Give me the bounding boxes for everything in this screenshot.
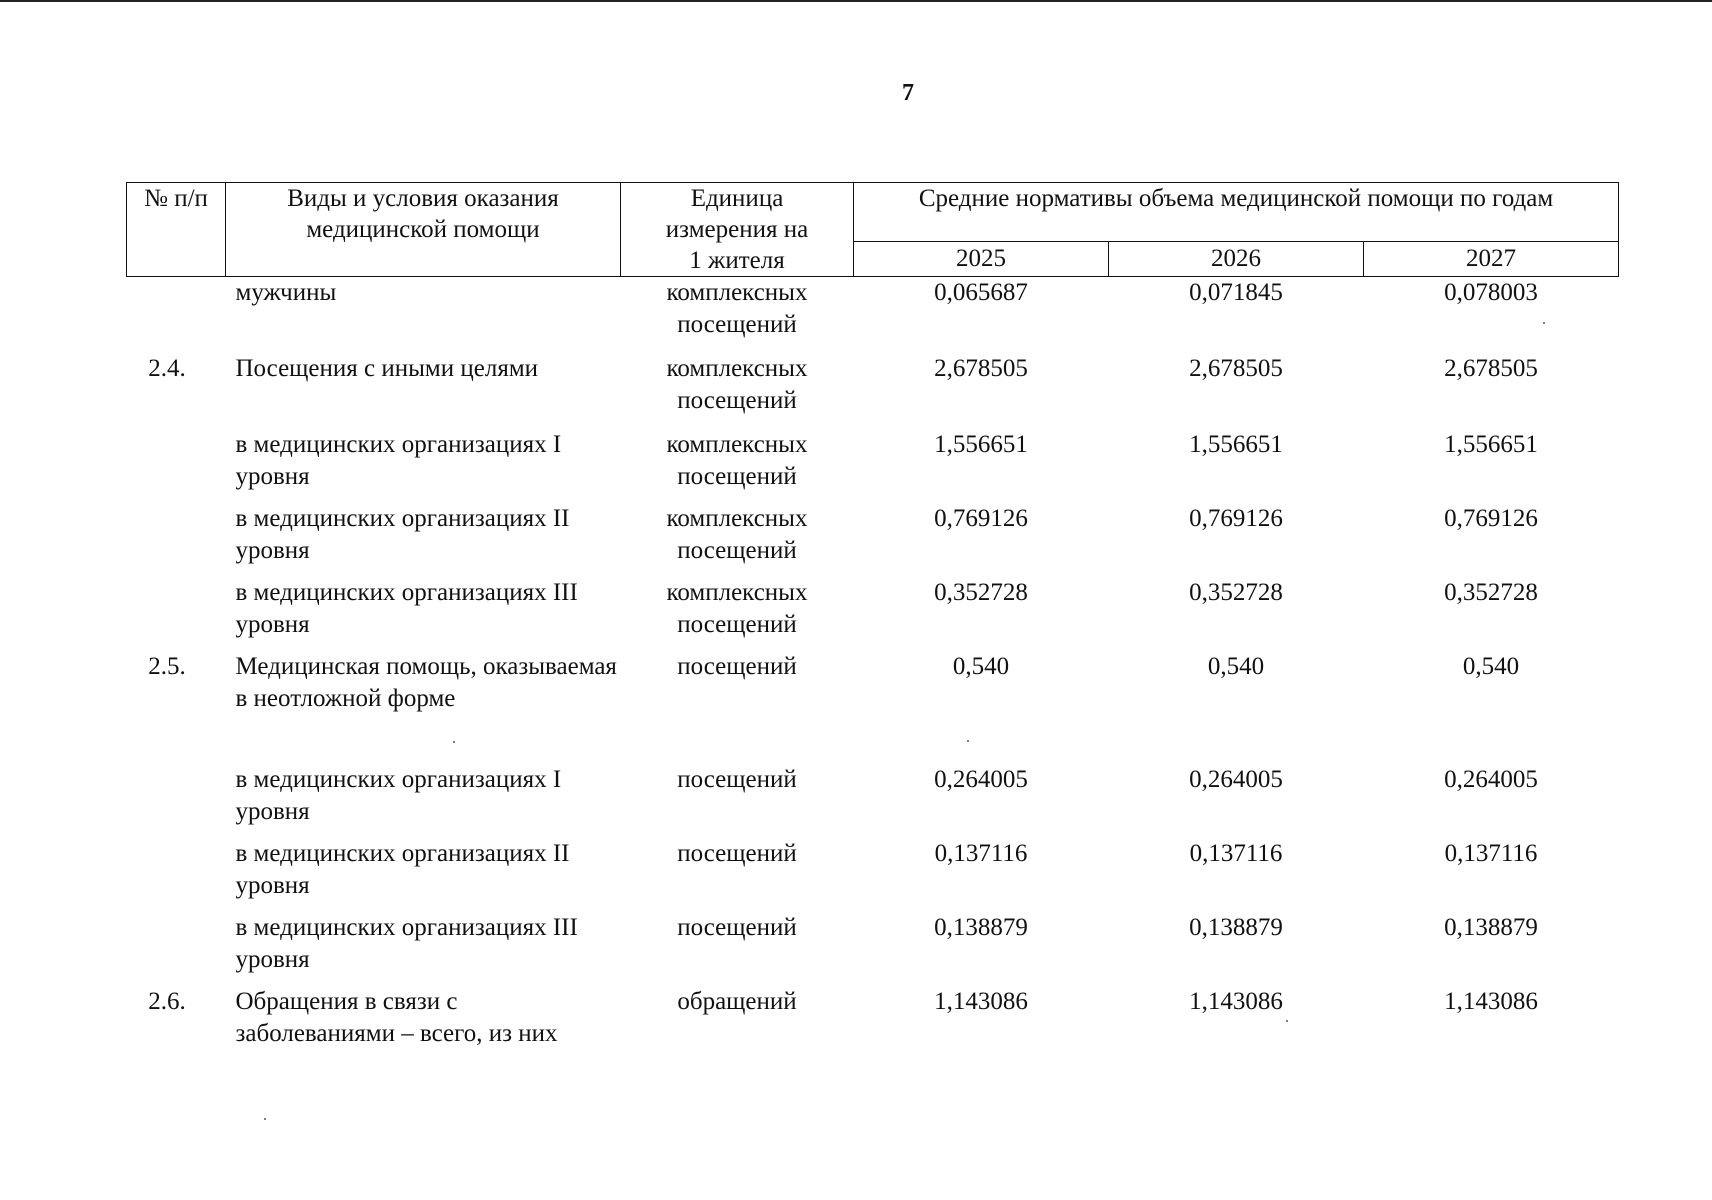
- scan-speck: [1286, 1020, 1288, 1022]
- row-value-2026: 0,769126: [1189, 505, 1283, 532]
- row-value-2027: 0,540: [1462, 653, 1520, 680]
- table-row: [127, 429, 1619, 503]
- row-number: [127, 429, 226, 503]
- table-row: [127, 912, 1619, 986]
- row-unit: посещений: [677, 766, 797, 793]
- row-unit: посещений: [677, 914, 797, 941]
- norms-table: [126, 182, 1619, 1099]
- row-value-2027: 0,078003: [1444, 279, 1538, 306]
- row-value-2026: 0,138879: [1189, 914, 1283, 941]
- scan-speck: [1543, 322, 1545, 324]
- row-unit: посещений: [677, 653, 797, 680]
- page-number: 7: [902, 80, 914, 106]
- row-number: [127, 912, 226, 986]
- scan-speck: [453, 741, 455, 743]
- table-row: [127, 838, 1619, 912]
- row-value-2027: 1,556651: [1444, 431, 1538, 458]
- table-row: [127, 353, 1619, 429]
- page-top-edge: [0, 0, 1712, 2]
- row-unit: обращений: [677, 988, 797, 1015]
- table-row: [127, 986, 1619, 1099]
- header-year-2026: 2026: [1109, 242, 1364, 277]
- table-row: [127, 651, 1619, 764]
- row-value-2025: 0,138879: [934, 914, 1028, 941]
- row-value-2026: 0,540: [1207, 653, 1265, 680]
- row-care-type: Посещения с иными целями: [235, 355, 539, 382]
- row-unit: комплексных посещений: [666, 355, 808, 414]
- row-value-2025: 0,352728: [934, 579, 1028, 606]
- row-value-2027: 0,137116: [1444, 840, 1538, 867]
- row-value-2026: 2,678505: [1189, 355, 1283, 382]
- table-row: [127, 764, 1619, 838]
- row-number: [127, 838, 226, 912]
- row-value-2025: 1,143086: [934, 988, 1028, 1015]
- row-number: [127, 577, 226, 651]
- row-number: 2.6.: [148, 988, 186, 1015]
- row-care-type: Обращения в связи с заболеваниями – всего, из них: [235, 988, 558, 1047]
- row-number: [127, 503, 226, 577]
- row-value-2027: 0,769126: [1444, 505, 1538, 532]
- row-number: 2.4.: [148, 355, 186, 382]
- row-value-2025: 0,137116: [934, 840, 1028, 867]
- row-value-2025: 1,556651: [934, 431, 1028, 458]
- table-header: [127, 183, 1619, 277]
- row-number: [127, 764, 226, 838]
- header-norms: Средние нормативы объема медицинской помощи по годам: [854, 183, 1619, 242]
- row-unit: комплексных посещений: [666, 279, 808, 338]
- scan-speck: [264, 1118, 266, 1120]
- row-value-2027: 1,143086: [1444, 988, 1538, 1015]
- header-year-2027: 2027: [1364, 242, 1619, 277]
- header-number: № п/п: [127, 183, 226, 277]
- row-value-2026: 1,556651: [1189, 431, 1283, 458]
- row-value-2026: 0,264005: [1189, 766, 1283, 793]
- row-care-type: в медицинских организациях II уровня: [235, 505, 570, 564]
- row-value-2026: 1,143086: [1189, 988, 1283, 1015]
- row-care-type: в медицинских организациях III уровня: [235, 914, 578, 973]
- row-value-2025: 0,540: [952, 653, 1010, 680]
- row-care-type: в медицинских организациях I уровня: [235, 431, 562, 490]
- row-unit: посещений: [677, 840, 797, 867]
- row-unit: комплексных посещений: [666, 431, 808, 490]
- table-body: [127, 277, 1619, 1100]
- row-value-2025: 0,065687: [934, 279, 1028, 306]
- table-row: [127, 577, 1619, 651]
- table-row: [127, 503, 1619, 577]
- header-unit: Единица измерения на 1 жителя: [621, 183, 854, 277]
- row-unit: комплексных посещений: [666, 579, 808, 638]
- row-value-2025: 0,264005: [934, 766, 1028, 793]
- scan-speck: [967, 740, 969, 742]
- row-value-2026: 0,137116: [1189, 840, 1283, 867]
- row-value-2027: 2,678505: [1444, 355, 1538, 382]
- row-value-2027: 0,352728: [1444, 579, 1538, 606]
- row-value-2027: 0,138879: [1444, 914, 1538, 941]
- row-number: [127, 277, 226, 354]
- row-value-2027: 0,264005: [1444, 766, 1538, 793]
- header-care-type: Виды и условия оказания медицинской помощи: [226, 183, 621, 277]
- row-value-2026: 0,352728: [1189, 579, 1283, 606]
- header-year-2025: 2025: [854, 242, 1109, 277]
- row-value-2025: 0,769126: [934, 505, 1028, 532]
- row-care-type: в медицинских организациях I уровня: [235, 766, 562, 825]
- row-value-2026: 0,071845: [1189, 279, 1283, 306]
- row-care-type: в медицинских организациях III уровня: [235, 579, 578, 638]
- row-care-type: мужчины: [235, 279, 337, 306]
- row-care-type: Медицинская помощь, оказываемая в неотложной форме: [235, 653, 617, 712]
- row-unit: комплексных посещений: [666, 505, 808, 564]
- table-row: [127, 277, 1619, 354]
- row-care-type: в медицинских организациях II уровня: [235, 840, 570, 899]
- row-value-2025: 2,678505: [934, 355, 1028, 382]
- row-number: 2.5.: [148, 653, 186, 680]
